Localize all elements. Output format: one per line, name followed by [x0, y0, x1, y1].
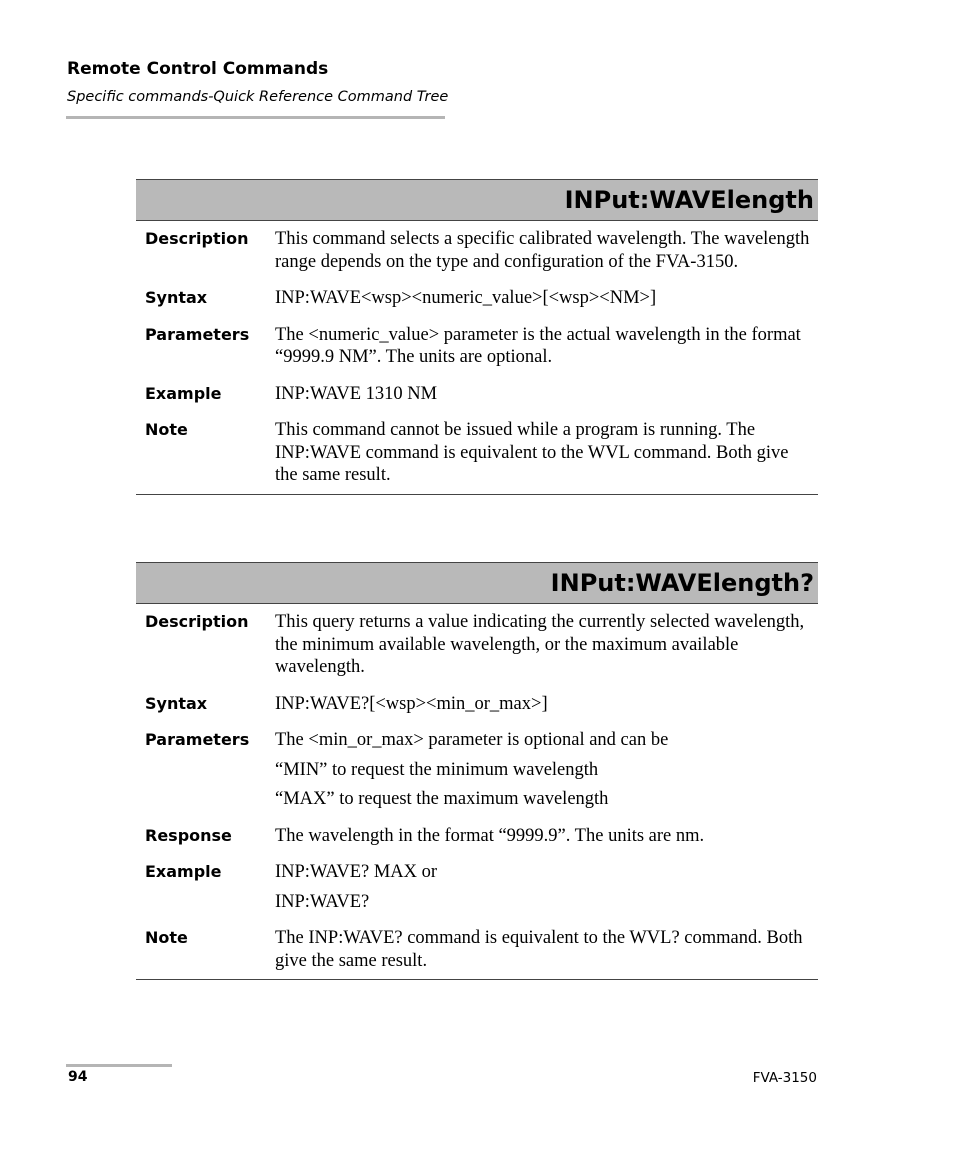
row-label: Parameters	[145, 730, 250, 749]
row-value: INP:WAVE? MAX or INP:WAVE?	[275, 862, 438, 912]
row-label: Note	[145, 928, 188, 947]
row-label: Example	[145, 383, 222, 403]
row-description	[136, 228, 818, 273]
row-value: This command selects a specific calibrated wavelength. The wavelength range depends on the type and configuration of the FVA-3150.	[275, 229, 810, 272]
row-label: Parameters	[145, 324, 250, 344]
row-value: INP:WAVE<wsp><numeric_value>[<wsp><NM>]	[275, 288, 657, 308]
table-bottom-rule	[136, 979, 818, 980]
row-example	[136, 861, 818, 913]
row-value: The wavelength in the format “9999.9”. The units are nm.	[275, 825, 705, 846]
row-label: Response	[145, 825, 232, 845]
row-note	[136, 419, 818, 487]
row-parameters	[136, 324, 818, 369]
row-syntax	[136, 287, 818, 310]
row-value: INP:WAVE 1310 NM	[275, 383, 438, 404]
row-description	[136, 611, 818, 679]
row-response	[136, 825, 818, 848]
command-table-inp-wave	[136, 179, 818, 495]
header-divider	[66, 116, 445, 119]
row-label: Example	[145, 862, 222, 881]
table-bottom-rule	[136, 494, 818, 495]
row-label: Syntax	[145, 693, 208, 713]
command-table-inp-wave-query	[136, 562, 818, 980]
command-title: INPut:WAVElength	[136, 179, 818, 221]
section-title: Remote Control Commands	[67, 59, 329, 79]
row-value: This command cannot be issued while a program is running. The INP:WAVE command is equivalent to the WVL command. Both give the same result.	[275, 420, 789, 485]
row-value: The INP:WAVE? command is equivalent to the WVL? command. Both give the same result.	[275, 928, 803, 971]
footer-divider	[66, 1064, 172, 1067]
row-label: Syntax	[145, 288, 208, 307]
row-example	[136, 383, 818, 406]
row-value: This query returns a value indicating the currently selected wavelength, the minimum available wavelength, or the maximum available wavelength.	[275, 612, 805, 677]
row-note	[136, 927, 818, 972]
command-title: INPut:WAVElength?	[136, 562, 818, 604]
product-name: FVA-3150	[752, 1070, 817, 1086]
row-parameters	[136, 729, 818, 811]
row-label: Description	[145, 612, 249, 631]
page-header	[67, 58, 448, 107]
row-label: Description	[145, 229, 249, 248]
row-value: The <numeric_value> parameter is the actual wavelength in the format “9999.9 NM”. The units are optional.	[275, 324, 801, 367]
row-value: INP:WAVE?[<wsp><min_or_max>]	[275, 693, 548, 714]
row-label: Note	[145, 420, 188, 439]
row-value: The <min_or_max> parameter is optional and can be “MIN” to request the minimum wavelength “MAX” to request the maximum wavelength	[275, 730, 669, 809]
section-subtitle: Specific commands-Quick Reference Command Tree	[67, 89, 449, 105]
row-syntax	[136, 693, 818, 716]
page-number: 94	[68, 1069, 88, 1085]
